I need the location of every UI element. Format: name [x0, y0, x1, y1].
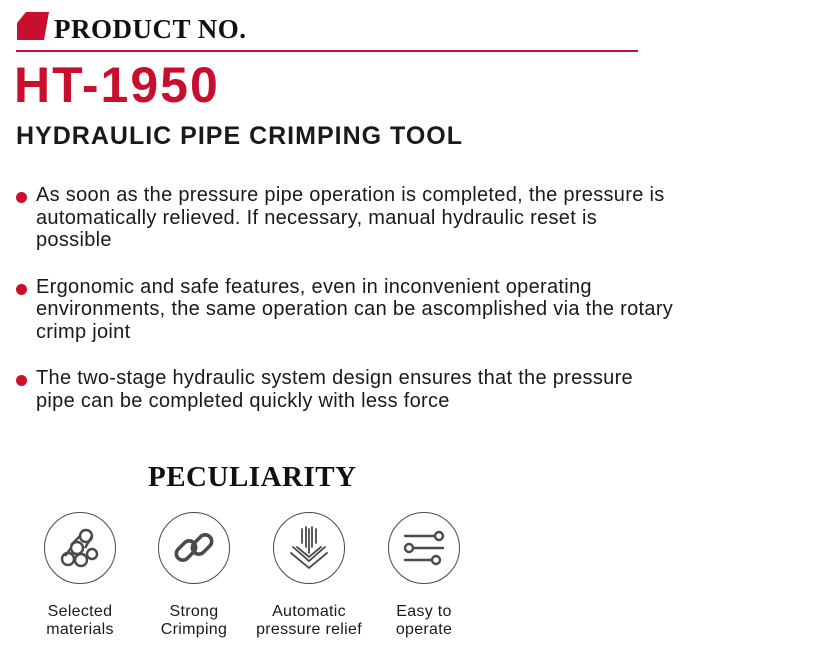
item-label: Automatic pressure relief — [256, 603, 362, 638]
feature-item: As soon as the pressure pipe operation is completed, the pressure is automatically relieved. If necessary, manual hydraulic reset is possible — [16, 184, 806, 252]
icon-circle — [388, 512, 460, 584]
peculiarity-title: PECULIARITY — [148, 461, 357, 493]
item-label: Strong Crimping — [160, 603, 228, 638]
icon-circle — [273, 512, 345, 584]
peculiarity-item-easy-operate — [359, 512, 489, 639]
feature-item: The two-stage hydraulic system design ensures that the pressure pipe can be completed quickly with less force — [16, 367, 806, 412]
chain-link-icon — [172, 526, 216, 570]
bullet-dot-icon — [16, 375, 27, 386]
section-title: PRODUCT NO. — [54, 14, 247, 44]
pressure-relief-icon — [287, 525, 331, 571]
materials-icon — [57, 526, 103, 570]
section-header — [16, 8, 638, 52]
feature-item: Ergonomic and safe features, even in inconvenient operating environments, the same operation can be ascomplished via the rotary crimp joint — [16, 276, 806, 344]
peculiarity-item-crimping — [129, 512, 259, 639]
bullet-dot-icon — [16, 192, 27, 203]
item-label: Easy to operate — [395, 603, 453, 638]
product-model: HT-1950 — [14, 57, 220, 113]
red-tag-icon — [16, 11, 50, 41]
feature-list — [16, 184, 806, 436]
product-name: HYDRAULIC PIPE CRIMPING TOOL — [16, 122, 464, 150]
peculiarity-item-materials — [15, 512, 145, 639]
icon-circle — [44, 512, 116, 584]
bullet-dot-icon — [16, 284, 27, 295]
item-label: Selected materials — [46, 603, 114, 638]
peculiarity-item-pressure-relief — [244, 512, 374, 639]
sliders-icon — [401, 528, 447, 568]
header-divider — [16, 50, 638, 52]
icon-circle — [158, 512, 230, 584]
